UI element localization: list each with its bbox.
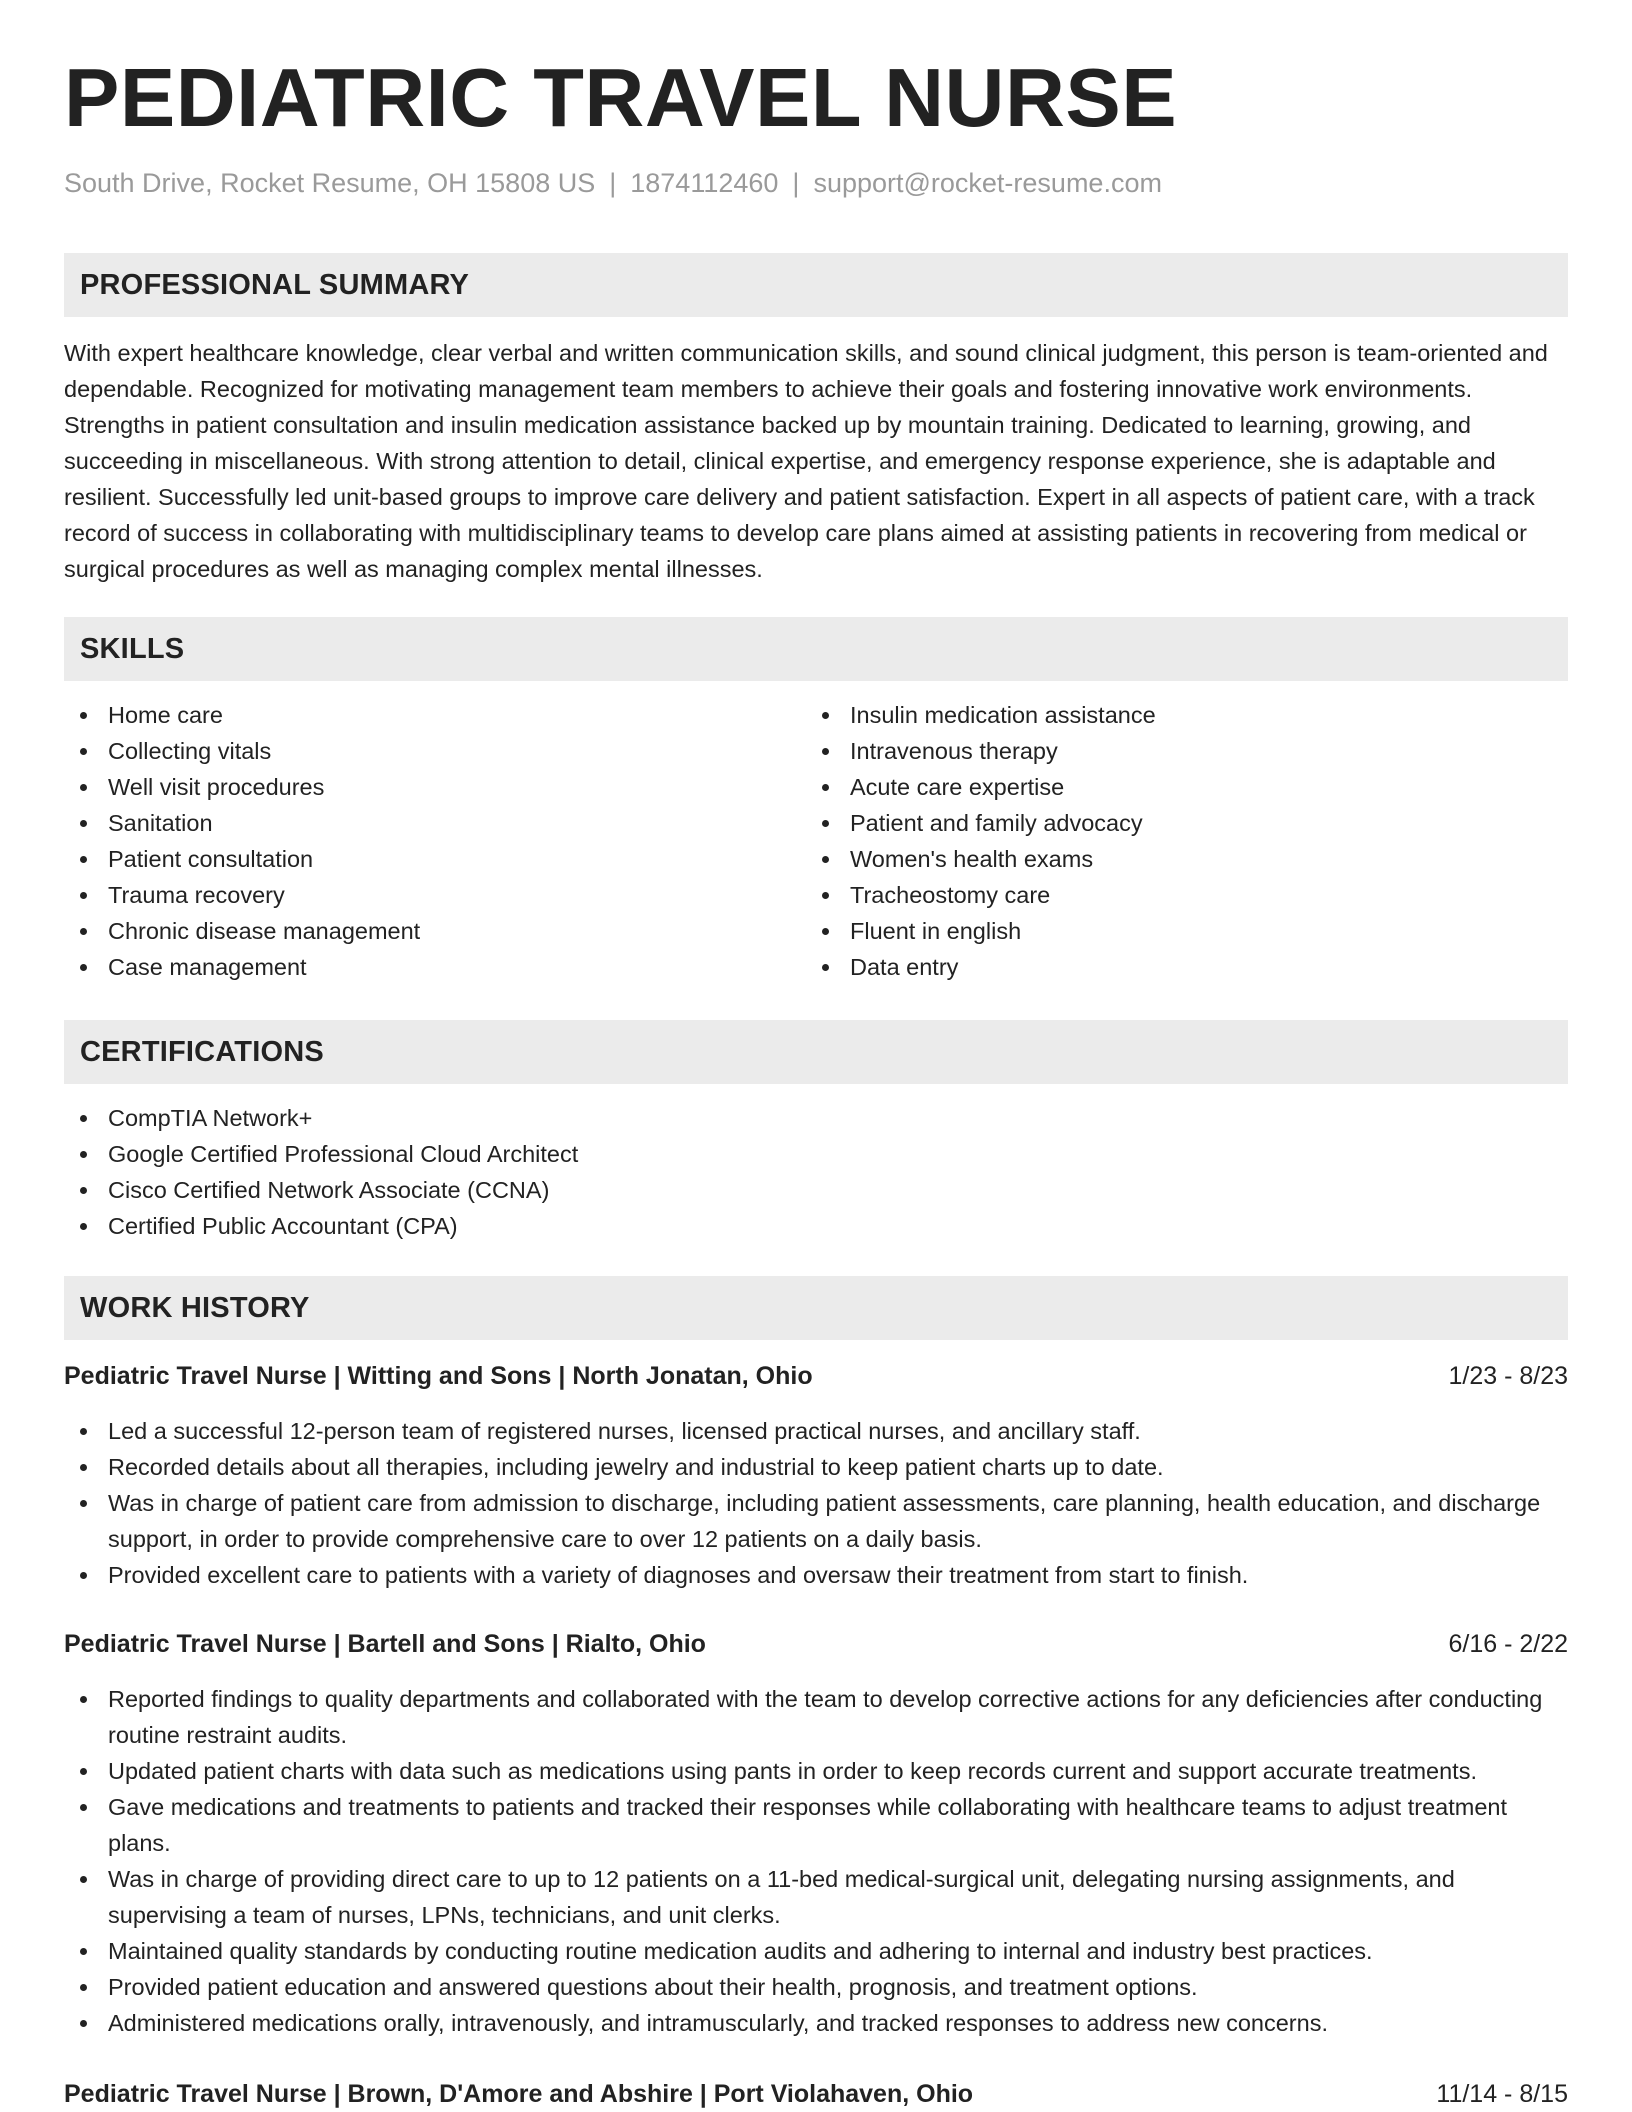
- job-bullets: [64, 1413, 1568, 1593]
- skill-item: Women's health exams: [806, 841, 1546, 877]
- job-bullet: Updated patient charts with data such as medications using pants in order to keep records current and support accurate treatments.: [64, 1753, 1568, 1789]
- job-dates: 11/14 - 8/15: [1436, 2080, 1568, 2108]
- skills-list-left: [64, 697, 764, 985]
- section-heading-certifications: CERTIFICATIONS: [64, 1020, 1568, 1084]
- skills-list-right: [806, 697, 1546, 985]
- certification-item: CompTIA Network+: [64, 1100, 1568, 1136]
- job-bullet: Was in charge of providing direct care to up to 12 patients on a 11-bed medical-surgical unit, delegating nursing assignments, and supervising a team of nurses, LPNs, technicians, and unit clerks.: [64, 1861, 1568, 1933]
- section-heading-skills: SKILLS: [64, 617, 1568, 681]
- certifications-list: [64, 1100, 1568, 1244]
- skill-item: Collecting vitals: [64, 733, 764, 769]
- skill-item: Acute care expertise: [806, 769, 1546, 805]
- job-title: Pediatric Travel Nurse | Brown, D'Amore and Abshire | Port Violahaven, Ohio: [64, 2080, 974, 2108]
- job-bullet: Reported findings to quality departments and collaborated with the team to develop corrective actions for any deficiencies after conducting routine restraint audits.: [64, 1681, 1568, 1753]
- summary-text: With expert healthcare knowledge, clear verbal and written communication skills, and sound clinical judgment, this person is team-oriented and dependable. Recognized for motivating management team members to achieve their goals and fostering innovative work environments. Strengths in patient consultation and insulin medication assistance backed up by mountain training. Dedicated to learning, growing, and succeeding in miscellaneous. With strong attention to detail, clinical expertise, and emergency response experience, she is adaptable and resilient. Successfully led unit-based groups to improve care delivery and patient satisfaction. Expert in all aspects of patient care, with a track record of success in collaborating with multidisciplinary teams to develop care plans aimed at assisting patients in recovering from medical or surgical procedures as well as managing complex mental illnesses.: [64, 340, 1548, 582]
- contact-email: support@rocket-resume.com: [813, 168, 1162, 198]
- certification-item: Cisco Certified Network Associate (CCNA): [64, 1172, 1568, 1208]
- contact-address: South Drive, Rocket Resume, OH 15808 US: [64, 168, 596, 198]
- contact-line: [64, 167, 1162, 199]
- certification-item: Google Certified Professional Cloud Architect: [64, 1136, 1568, 1172]
- job-bullet: Recorded details about all therapies, including jewelry and industrial to keep patient charts up to date.: [64, 1449, 1568, 1485]
- job-bullet: Was in charge of patient care from admission to discharge, including patient assessments, care planning, health education, and discharge support, in order to provide comprehensive care to over 12 patients on a daily basis.: [64, 1485, 1568, 1557]
- skill-item: Trauma recovery: [64, 877, 764, 913]
- skill-item: Well visit procedures: [64, 769, 764, 805]
- section-heading-summary: PROFESSIONAL SUMMARY: [64, 253, 1568, 317]
- contact-separator: |: [792, 168, 800, 198]
- skill-item: Intravenous therapy: [806, 733, 1546, 769]
- contact-phone: 1874112460: [630, 168, 779, 198]
- job-title: Pediatric Travel Nurse | Witting and Sons | North Jonatan, Ohio: [64, 1362, 813, 1390]
- skill-item: Sanitation: [64, 805, 764, 841]
- skill-item: Case management: [64, 949, 764, 985]
- contact-separator: |: [609, 168, 617, 198]
- certification-item: Certified Public Accountant (CPA): [64, 1208, 1568, 1244]
- skill-item: Patient consultation: [64, 841, 764, 877]
- job-bullet: Led a successful 12-person team of registered nurses, licensed practical nurses, and ancillary staff.: [64, 1413, 1568, 1449]
- job-bullet: Gave medications and treatments to patients and tracked their responses while collaborating with healthcare teams to adjust treatment plans.: [64, 1789, 1568, 1861]
- section-heading-work-history: WORK HISTORY: [64, 1276, 1568, 1340]
- job-dates: 6/16 - 2/22: [1448, 1630, 1568, 1658]
- skill-item: Insulin medication assistance: [806, 697, 1546, 733]
- job-title: Pediatric Travel Nurse | Bartell and Sons | Rialto, Ohio: [64, 1630, 706, 1658]
- job-bullet: Provided excellent care to patients with a variety of diagnoses and oversaw their treatment from start to finish.: [64, 1557, 1568, 1593]
- skill-item: Patient and family advocacy: [806, 805, 1546, 841]
- job-bullet: Provided patient education and answered questions about their health, prognosis, and treatment options.: [64, 1969, 1568, 2005]
- resume-name: PEDIATRIC TRAVEL NURSE: [64, 51, 1178, 144]
- job-bullet: Administered medications orally, intravenously, and intramuscularly, and tracked responses to address new concerns.: [64, 2005, 1568, 2041]
- skill-item: Data entry: [806, 949, 1546, 985]
- job-dates: 1/23 - 8/23: [1448, 1362, 1568, 1390]
- job-bullets: [64, 1681, 1568, 2041]
- job-bullet: Maintained quality standards by conducting routine medication audits and adhering to internal and industry best practices.: [64, 1933, 1568, 1969]
- skill-item: Fluent in english: [806, 913, 1546, 949]
- skill-item: Chronic disease management: [64, 913, 764, 949]
- skill-item: Home care: [64, 697, 764, 733]
- skill-item: Tracheostomy care: [806, 877, 1546, 913]
